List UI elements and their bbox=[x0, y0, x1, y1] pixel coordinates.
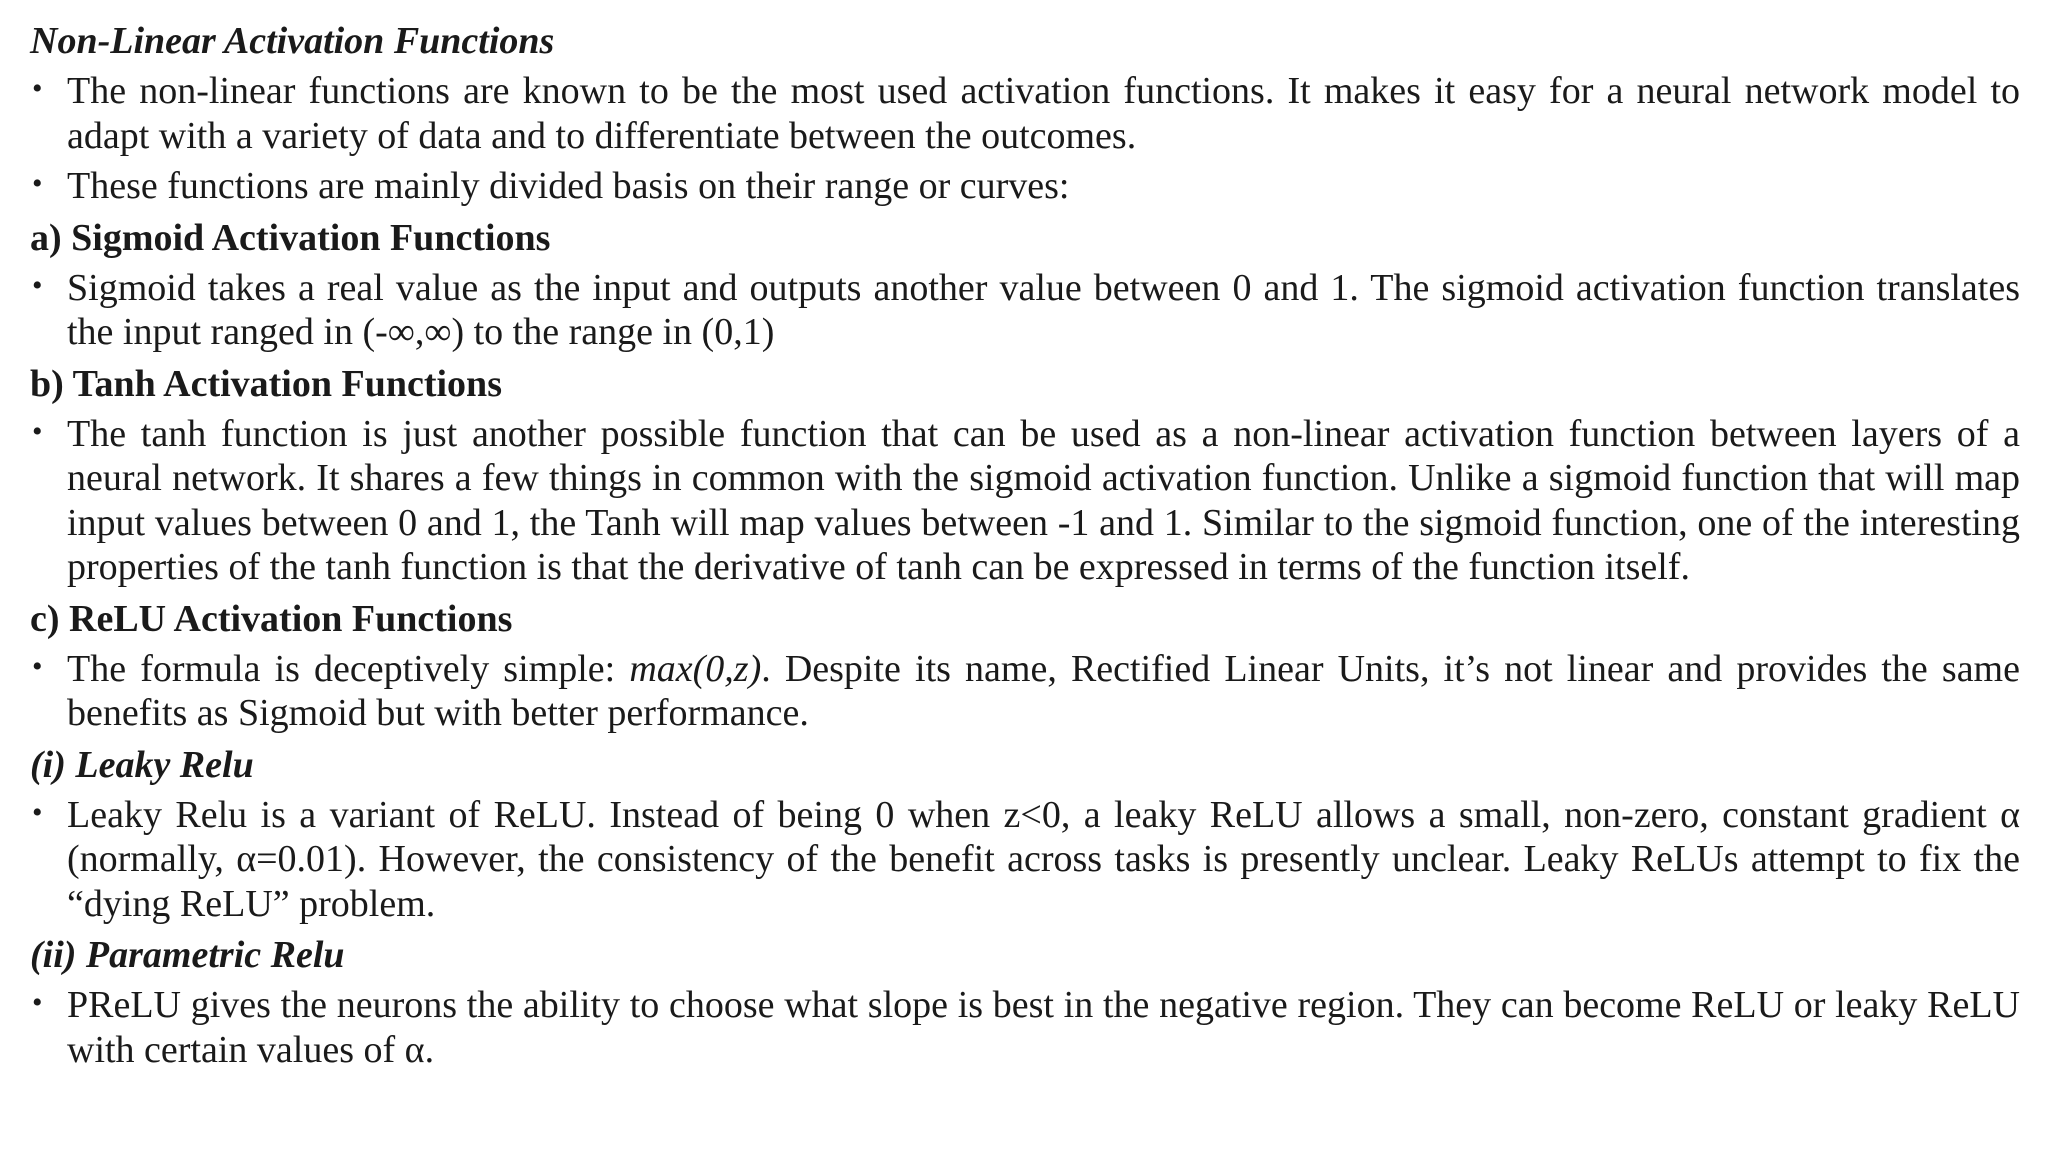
bullet-dot: • bbox=[32, 795, 43, 829]
section-title-tanh: b) Tanh Activation Functions bbox=[30, 362, 502, 405]
bullet-parametric-relu bbox=[30, 983, 2020, 1072]
section-title-relu: c) ReLU Activation Functions bbox=[30, 597, 513, 640]
section-title-parametric-relu: (ii) Parametric Relu bbox=[30, 934, 345, 976]
bullet-text: PReLU gives the neurons the ability to choose what slope is best in the negative region. They can become ReLU or leaky ReLU with certain values of α. bbox=[67, 984, 2020, 1071]
bullet-non-linear-divided bbox=[30, 164, 2020, 209]
bullet-dot: • bbox=[32, 986, 43, 1019]
bullet-dot: • bbox=[32, 268, 43, 302]
relu-formula: max(0,z) bbox=[629, 647, 762, 690]
bullet-text: The tanh function is just another possible function that can be used as a non-linear activation function between layers of a neural network. It shares a few things in common with the sigmoid activation function. Unlike a sigmoid function that will map input values between 0 and 1, the Tanh will map values between -1 and 1. Similar to the sigmoid function, one of the interesting properties of the tanh function is that the derivative of tanh can be expressed in terms of the function itself. bbox=[67, 412, 2020, 588]
bullet-text: Sigmoid takes a real value as the input and outputs another value between 0 and 1. The sigmoid activation function translates the input ranged in (-∞,∞) to the range in (0,1) bbox=[67, 266, 2020, 353]
document-page bbox=[30, 18, 2020, 1078]
bullet-sigmoid bbox=[30, 266, 2020, 355]
bullet-relu bbox=[30, 647, 2020, 736]
bullet-text-before: The formula is deceptively simple: bbox=[67, 647, 630, 690]
bullet-text: These functions are mainly divided basis on their range or curves: bbox=[67, 165, 1070, 207]
bullet-text-after: . Despite its name, Rectified Linear Units, it’s not linear and provides the same benefits as Sigmoid but with better performance. bbox=[67, 647, 2020, 734]
bullet-leaky-relu bbox=[30, 793, 2020, 927]
section-title-non-linear: Non-Linear Activation Functions bbox=[30, 20, 555, 62]
bullet-dot: • bbox=[32, 167, 43, 200]
bullet-text: Leaky Relu is a variant of ReLU. Instead of being 0 when z<0, a leaky ReLU allows a small, non-zero, constant gradient α (normally, α=0.01). However, the consistency of the benefit across tasks is presently unclear. Leaky ReLUs attempt to fix the “dying ReLU” problem. bbox=[67, 793, 2020, 925]
bullet-tanh bbox=[30, 412, 2020, 590]
section-title-sigmoid: a) Sigmoid Activation Functions bbox=[30, 216, 551, 259]
bullet-text: The non-linear functions are known to be the most used activation functions. It makes it easy for a neural network model to adapt with a variety of data and to differentiate between the outcomes. bbox=[67, 70, 2020, 157]
bullet-dot: • bbox=[32, 72, 43, 105]
section-title-leaky-relu: (i) Leaky Relu bbox=[30, 743, 254, 786]
bullet-dot: • bbox=[32, 649, 43, 683]
bullet-non-linear-intro bbox=[30, 69, 2020, 158]
bullet-dot: • bbox=[32, 414, 43, 448]
